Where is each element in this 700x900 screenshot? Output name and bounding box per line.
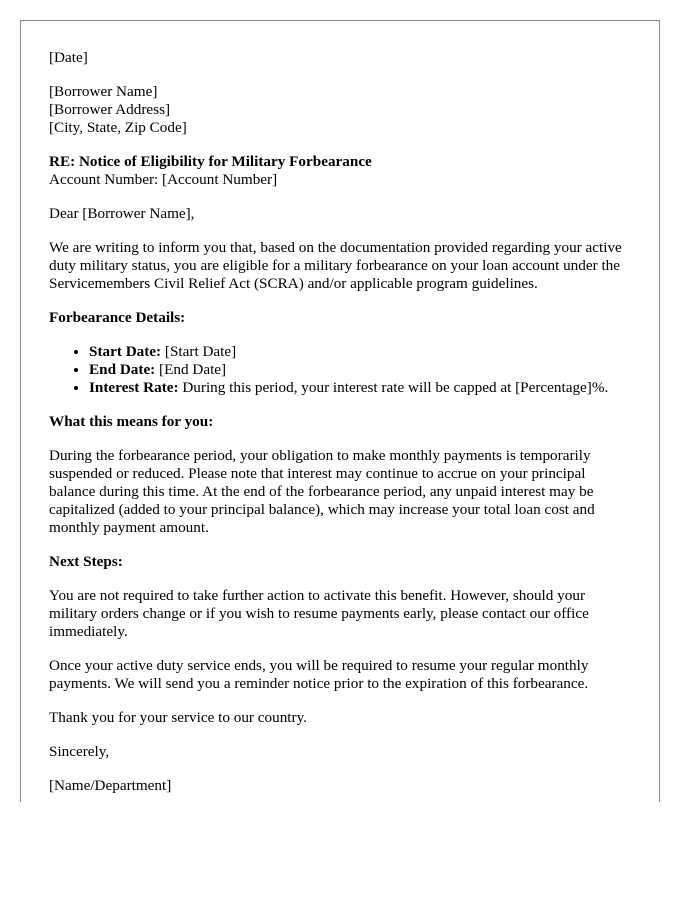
detail-start-date: [89, 343, 631, 361]
detail-value: [Start Date]: [161, 343, 237, 360]
salutation: Dear [Borrower Name],: [49, 205, 195, 222]
detail-end-date: [89, 361, 631, 379]
recipient-city-state-zip: [City, State, Zip Code]: [49, 119, 187, 136]
subject-block: [49, 153, 631, 189]
next-steps-paragraph-1: You are not required to take further action to activate this benefit. However, should your military orders change or if you wish to resume payments early, please contact our office immediately.: [49, 587, 589, 640]
signature-line: [Name/Department]: [49, 777, 172, 794]
re-line: RE: Notice of Eligibility for Military Forbearance: [49, 153, 372, 170]
letter-date: [Date]: [49, 49, 88, 66]
recipient-block: [49, 83, 631, 137]
detail-label: End Date:: [89, 361, 156, 378]
detail-value: During this period, your interest rate will be capped at [Percentage]%.: [178, 379, 609, 396]
next-steps-heading: Next Steps:: [49, 553, 123, 570]
intro-paragraph: We are writing to inform you that, based on the documentation provided regarding your active duty military status, you are eligible for a military forbearance on your loan account under the Servicemembers Civil Relief Act (SCRA) and/or applicable program guidelines.: [49, 239, 622, 292]
detail-label: Start Date:: [89, 343, 162, 360]
account-number-line: Account Number: [Account Number]: [49, 171, 278, 188]
closing-line: Sincerely,: [49, 743, 110, 760]
letter-content: [21, 21, 659, 795]
what-this-means-heading: What this means for you:: [49, 413, 214, 430]
recipient-name: [Borrower Name]: [49, 83, 158, 100]
next-steps-paragraph-2: Once your active duty service ends, you will be required to resume your regular monthly payments. We will send you a reminder notice prior to the expiration of this forbearance.: [49, 657, 589, 692]
forbearance-details-heading: Forbearance Details:: [49, 309, 186, 326]
detail-value: [End Date]: [155, 361, 227, 378]
detail-label: Interest Rate:: [89, 379, 179, 396]
letter-page: [20, 20, 660, 802]
recipient-address: [Borrower Address]: [49, 101, 171, 118]
forbearance-details-list: [49, 343, 631, 397]
what-this-means-paragraph: During the forbearance period, your obligation to make monthly payments is temporarily suspended or reduced. Please note that interest may continue to accrue on your principal balance during this time. At the end of the forbearance period, any unpaid interest may be capitalized (added to your principal balance), which may increase your total loan cost and monthly payment amount.: [49, 447, 595, 536]
thank-you-line: Thank you for your service to our country.: [49, 709, 307, 726]
detail-interest-rate: [89, 379, 631, 397]
